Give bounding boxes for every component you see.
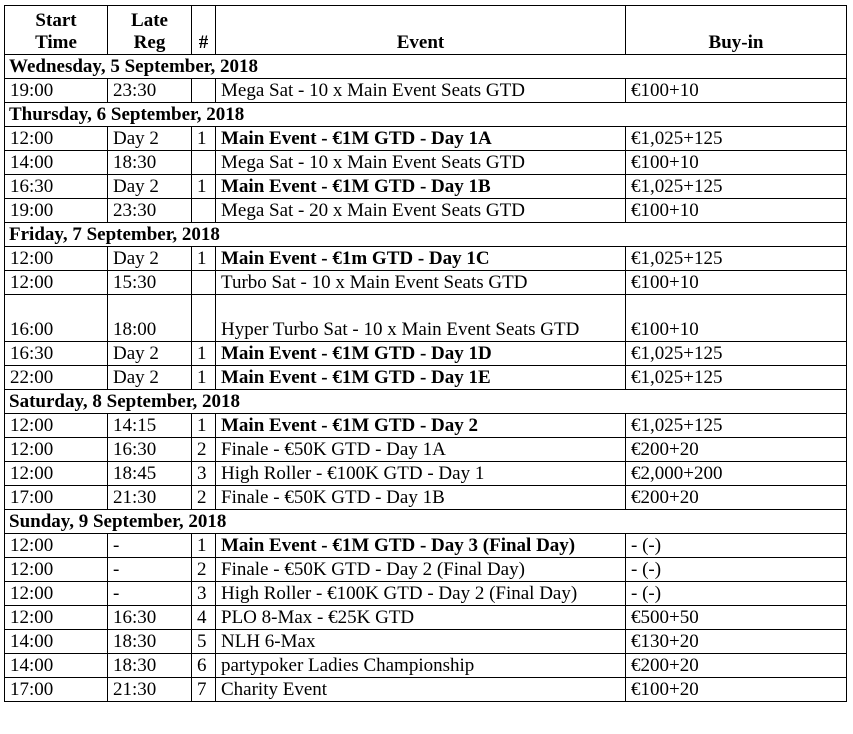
start-time-cell: 16:00 xyxy=(5,295,108,342)
event-name-cell: Main Event - €1M GTD - Day 1A xyxy=(216,127,626,151)
table-row xyxy=(5,414,847,438)
event-name-cell: Finale - €50K GTD - Day 1A xyxy=(216,438,626,462)
event-number-cell: 1 xyxy=(192,534,216,558)
buyin-cell: €1,025+125 xyxy=(626,127,847,151)
header-buyin: Buy-in xyxy=(626,6,847,55)
table-row xyxy=(5,486,847,510)
start-time-cell: 17:00 xyxy=(5,486,108,510)
start-time-cell: 14:00 xyxy=(5,151,108,175)
late-reg-cell: 18:30 xyxy=(108,630,192,654)
table-row xyxy=(5,534,847,558)
event-name-cell: Charity Event xyxy=(216,678,626,702)
buyin-cell: €130+20 xyxy=(626,630,847,654)
late-reg-cell: 15:30 xyxy=(108,271,192,295)
start-time-cell: 12:00 xyxy=(5,271,108,295)
event-name-cell: Mega Sat - 20 x Main Event Seats GTD xyxy=(216,199,626,223)
late-reg-cell: Day 2 xyxy=(108,366,192,390)
start-time-cell: 12:00 xyxy=(5,558,108,582)
table-row xyxy=(5,462,847,486)
event-name-cell: Mega Sat - 10 x Main Event Seats GTD xyxy=(216,151,626,175)
buyin-cell: €100+10 xyxy=(626,295,847,342)
buyin-cell: €1,025+125 xyxy=(626,342,847,366)
event-number-cell: 1 xyxy=(192,414,216,438)
event-number-cell xyxy=(192,271,216,295)
table-row xyxy=(5,366,847,390)
day-header-row xyxy=(5,55,847,79)
event-number-cell xyxy=(192,295,216,342)
late-reg-cell: 18:00 xyxy=(108,295,192,342)
late-reg-cell: 23:30 xyxy=(108,79,192,103)
event-name-cell: Main Event - €1M GTD - Day 2 xyxy=(216,414,626,438)
event-name-cell: partypoker Ladies Championship xyxy=(216,654,626,678)
event-number-cell: 2 xyxy=(192,558,216,582)
table-row xyxy=(5,582,847,606)
day-label: Thursday, 6 September, 2018 xyxy=(5,103,847,127)
table-row xyxy=(5,438,847,462)
header-number: # xyxy=(192,6,216,55)
late-reg-cell: 18:45 xyxy=(108,462,192,486)
late-reg-cell: - xyxy=(108,582,192,606)
schedule-body xyxy=(5,55,847,702)
event-name-cell: Main Event - €1M GTD - Day 1D xyxy=(216,342,626,366)
start-time-cell: 14:00 xyxy=(5,630,108,654)
event-number-cell: 1 xyxy=(192,175,216,199)
event-number-cell: 5 xyxy=(192,630,216,654)
header-late-line1: Late xyxy=(131,10,168,31)
event-name-cell: Main Event - €1M GTD - Day 1E xyxy=(216,366,626,390)
event-number-cell: 1 xyxy=(192,247,216,271)
day-label: Wednesday, 5 September, 2018 xyxy=(5,55,847,79)
late-reg-cell: 23:30 xyxy=(108,199,192,223)
start-time-cell: 19:00 xyxy=(5,199,108,223)
event-number-cell: 2 xyxy=(192,486,216,510)
table-row xyxy=(5,199,847,223)
buyin-cell: - (-) xyxy=(626,558,847,582)
start-time-cell: 12:00 xyxy=(5,606,108,630)
event-name-cell: Turbo Sat - 10 x Main Event Seats GTD xyxy=(216,271,626,295)
day-header-row xyxy=(5,510,847,534)
event-number-cell xyxy=(192,79,216,103)
day-label: Saturday, 8 September, 2018 xyxy=(5,390,847,414)
table-row xyxy=(5,606,847,630)
event-name-cell: Main Event - €1m GTD - Day 1C xyxy=(216,247,626,271)
day-header-row xyxy=(5,223,847,247)
table-row xyxy=(5,271,847,295)
buyin-cell: €100+10 xyxy=(626,199,847,223)
late-reg-cell: 21:30 xyxy=(108,486,192,510)
table-row xyxy=(5,342,847,366)
buyin-cell: €200+20 xyxy=(626,486,847,510)
start-time-cell: 17:00 xyxy=(5,678,108,702)
start-time-cell: 19:00 xyxy=(5,79,108,103)
start-time-cell: 12:00 xyxy=(5,582,108,606)
event-name-cell: Main Event - €1M GTD - Day 3 (Final Day) xyxy=(216,534,626,558)
table-row xyxy=(5,175,847,199)
buyin-cell: €100+20 xyxy=(626,678,847,702)
buyin-cell: €200+20 xyxy=(626,654,847,678)
event-name-cell: Main Event - €1M GTD - Day 1B xyxy=(216,175,626,199)
buyin-cell: €100+10 xyxy=(626,271,847,295)
late-reg-cell: Day 2 xyxy=(108,342,192,366)
buyin-cell: €1,025+125 xyxy=(626,414,847,438)
start-time-cell: 16:30 xyxy=(5,342,108,366)
buyin-cell: €200+20 xyxy=(626,438,847,462)
late-reg-cell: 16:30 xyxy=(108,438,192,462)
buyin-cell: €1,025+125 xyxy=(626,247,847,271)
event-number-cell: 1 xyxy=(192,342,216,366)
buyin-cell: €100+10 xyxy=(626,151,847,175)
event-number-cell xyxy=(192,199,216,223)
start-time-cell: 16:30 xyxy=(5,175,108,199)
start-time-cell: 12:00 xyxy=(5,438,108,462)
start-time-cell: 12:00 xyxy=(5,247,108,271)
buyin-cell: €500+50 xyxy=(626,606,847,630)
late-reg-cell: Day 2 xyxy=(108,247,192,271)
table-row xyxy=(5,558,847,582)
event-name-cell: NLH 6-Max xyxy=(216,630,626,654)
header-event: Event xyxy=(216,6,626,55)
event-name-cell: Hyper Turbo Sat - 10 x Main Event Seats GTD xyxy=(216,295,626,342)
event-number-cell: 6 xyxy=(192,654,216,678)
start-time-cell: 12:00 xyxy=(5,414,108,438)
late-reg-cell: Day 2 xyxy=(108,127,192,151)
header-row xyxy=(5,6,847,55)
header-start-line1: Start xyxy=(35,10,77,31)
table-row xyxy=(5,247,847,271)
start-time-cell: 22:00 xyxy=(5,366,108,390)
event-number-cell xyxy=(192,151,216,175)
late-reg-cell: 16:30 xyxy=(108,606,192,630)
event-name-cell: High Roller - €100K GTD - Day 2 (Final Day) xyxy=(216,582,626,606)
late-reg-cell: 18:30 xyxy=(108,151,192,175)
late-reg-cell: - xyxy=(108,558,192,582)
event-number-cell: 7 xyxy=(192,678,216,702)
event-number-cell: 1 xyxy=(192,127,216,151)
day-header-row xyxy=(5,390,847,414)
table-row xyxy=(5,295,847,342)
event-number-cell: 2 xyxy=(192,438,216,462)
header-late-line2: Reg xyxy=(133,32,166,53)
event-name-cell: High Roller - €100K GTD - Day 1 xyxy=(216,462,626,486)
late-reg-cell: Day 2 xyxy=(108,175,192,199)
header-late-reg xyxy=(108,6,192,55)
table-row xyxy=(5,654,847,678)
header-start-line2: Time xyxy=(35,32,77,53)
table-row xyxy=(5,630,847,654)
event-name-cell: Mega Sat - 10 x Main Event Seats GTD xyxy=(216,79,626,103)
late-reg-cell: 18:30 xyxy=(108,654,192,678)
event-number-cell: 4 xyxy=(192,606,216,630)
late-reg-cell: 14:15 xyxy=(108,414,192,438)
start-time-cell: 14:00 xyxy=(5,654,108,678)
table-row xyxy=(5,678,847,702)
late-reg-cell: - xyxy=(108,534,192,558)
table-row xyxy=(5,127,847,151)
event-name-cell: Finale - €50K GTD - Day 2 (Final Day) xyxy=(216,558,626,582)
buyin-cell: - (-) xyxy=(626,534,847,558)
event-name-cell: PLO 8-Max - €25K GTD xyxy=(216,606,626,630)
day-header-row xyxy=(5,103,847,127)
buyin-cell: €100+10 xyxy=(626,79,847,103)
day-label: Friday, 7 September, 2018 xyxy=(5,223,847,247)
event-number-cell: 1 xyxy=(192,366,216,390)
schedule-table xyxy=(4,5,847,702)
event-number-cell: 3 xyxy=(192,462,216,486)
buyin-cell: €1,025+125 xyxy=(626,366,847,390)
buyin-cell: €1,025+125 xyxy=(626,175,847,199)
start-time-cell: 12:00 xyxy=(5,462,108,486)
table-row xyxy=(5,79,847,103)
table-row xyxy=(5,151,847,175)
start-time-cell: 12:00 xyxy=(5,534,108,558)
late-reg-cell: 21:30 xyxy=(108,678,192,702)
header-start-time xyxy=(5,6,108,55)
event-number-cell: 3 xyxy=(192,582,216,606)
buyin-cell: - (-) xyxy=(626,582,847,606)
buyin-cell: €2,000+200 xyxy=(626,462,847,486)
start-time-cell: 12:00 xyxy=(5,127,108,151)
event-name-cell: Finale - €50K GTD - Day 1B xyxy=(216,486,626,510)
day-label: Sunday, 9 September, 2018 xyxy=(5,510,847,534)
